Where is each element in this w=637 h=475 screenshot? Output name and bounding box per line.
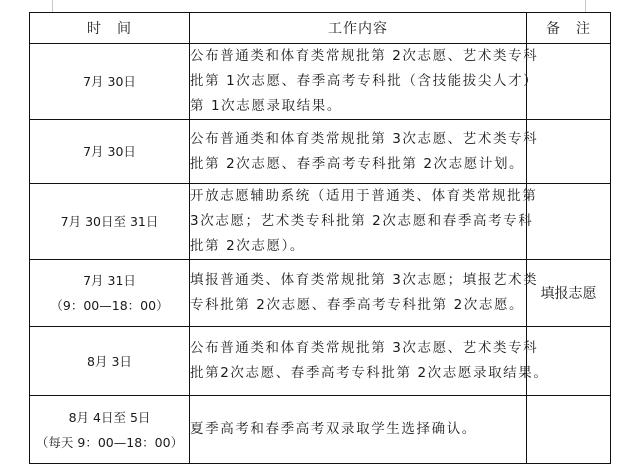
table-row [30,184,611,260]
note-cell [527,184,611,260]
content-line: 专科批第 2次志愿、春季高考专科批第 2次志愿。 [190,297,525,313]
content-line: 公布普通类和体育类常规批第 3次志愿、艺术类专科 [190,130,539,147]
time-text: 7月 30日 [83,74,136,89]
content-line: 第 1次志愿录取结果。 [190,98,342,114]
time-cell [30,120,190,184]
table-row [30,120,611,184]
time-range-text: （9：00—18：00） [50,298,169,313]
time-cell [30,184,190,260]
content-cell [190,260,539,327]
page-corner-mark-right [585,0,586,12]
table-row [30,260,611,327]
content-line: 批第 1次志愿、春季高考专科批（含技能拔尖人才） [190,73,539,89]
content-line: 开放志愿辅助系统（适用于普通类、体育类常规批第 [190,188,538,204]
content-line: 批第2次志愿、春季高考专科批第 2次志愿录取结果。 [190,365,549,381]
content-cell [190,327,549,396]
note-cell [527,396,611,464]
admission-schedule-table [29,12,611,464]
page-corner-mark-left [52,0,53,12]
time-cell [30,260,190,327]
content-line: 公布普通类和体育类常规批第 2次志愿、艺术类专科 [190,48,539,64]
time-text: 8月 4日至 5日 [68,409,151,425]
time-text: 7月 30日至 31日 [60,214,159,229]
time-text: 8月 3日 [87,353,132,369]
time-cell [30,327,190,396]
content-line: 批第 2次志愿、春季高考专科批第 2次志愿计划。 [190,155,525,172]
note-cell [527,327,611,396]
note-cell [527,120,611,184]
table-row [30,327,611,396]
header-note: 备 注 [527,13,611,44]
content-line: 批第 2次志愿）。 [190,238,306,254]
time-cell [30,396,190,464]
time-text: 7月 30日 [83,144,136,159]
content-cell [190,44,539,120]
content-line: 3次志愿；艺术类专科批第 2次志愿和春季高考专科 [190,213,534,229]
header-time: 时 间 [30,13,190,44]
table-row [30,396,611,464]
time-range-text: （每天 9：00—18：00） [35,434,184,450]
note-cell [527,44,611,120]
content-cell [190,396,527,464]
content-line: 填报普通类、体育类常规批第 3次志愿；填报艺术类 [190,272,539,288]
content-cell [190,120,539,184]
time-text: 7月 31日 [83,273,136,288]
note-cell: 填报志愿 [527,260,611,327]
content-cell [190,184,538,260]
content-line: 夏季高考和春季高考双录取学生选择确认。 [190,421,477,437]
content-line: 公布普通类和体育类常规批第 3次志愿、艺术类专科 [190,340,539,356]
table-row [30,44,611,120]
time-cell [30,44,190,120]
header-content: 工作内容 [190,13,527,44]
table-header-row [30,13,611,44]
